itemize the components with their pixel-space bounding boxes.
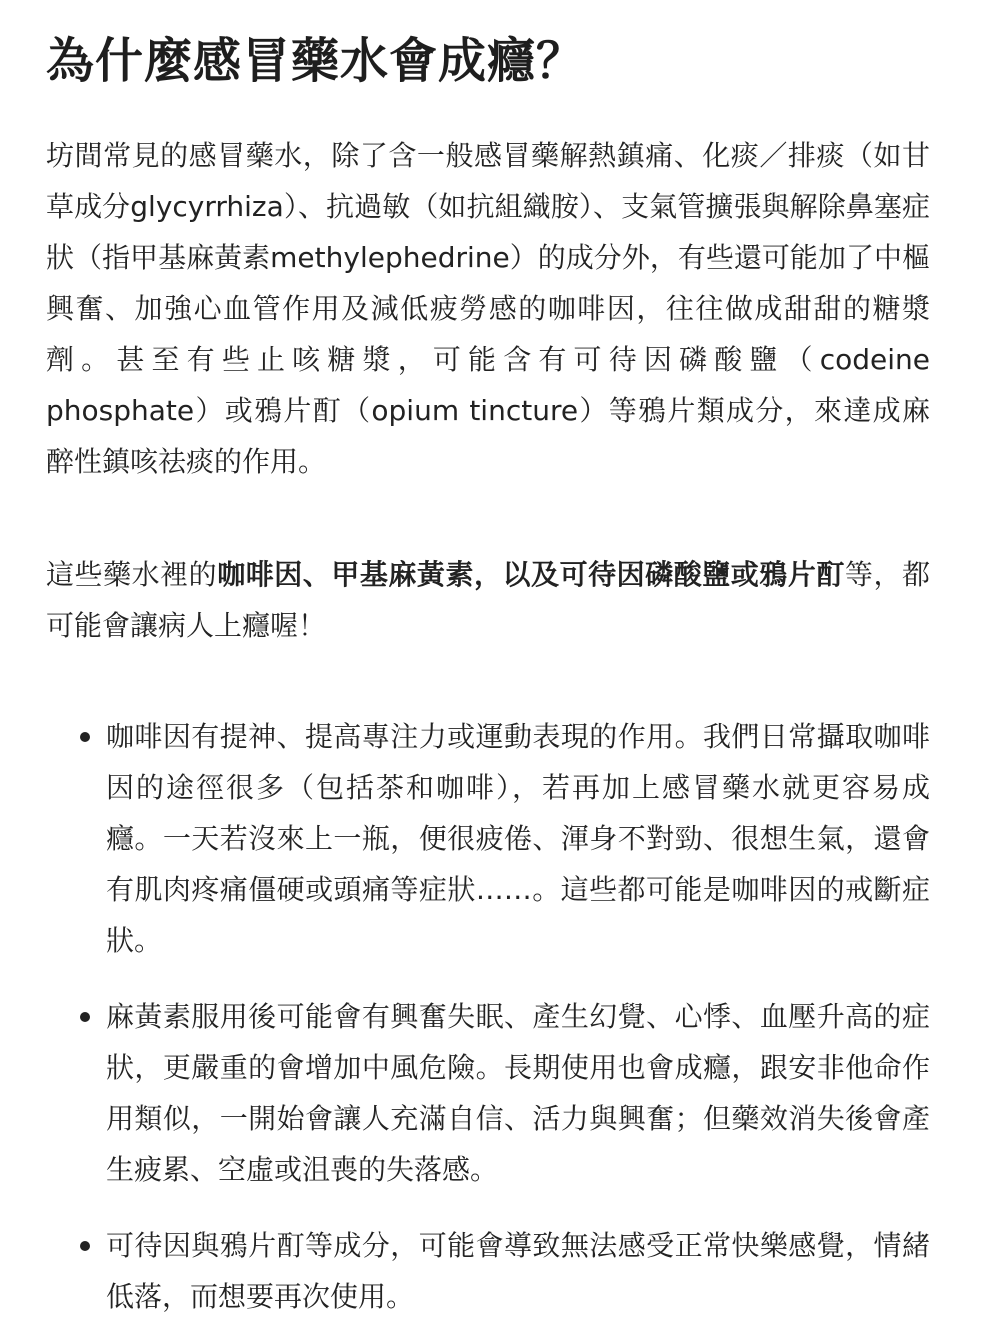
- intro-paragraph: 坊間常見的感冒藥水，除了含一般感冒藥解熱鎮痛、化痰／排痰（如甘草成分glycyrrhiza）、抗過敏（如抗組織胺）、支氣管擴張與解除鼻塞症狀（指甲基麻黃素methylephedrine）的成分外，有些還可能加了中樞興奮、加強心血管作用及減低疲勞感的咖啡因，往往做成甜甜的糖漿劑。甚至有些止咳糖漿，可能含有可待因磷酸鹽（codeine phosphate）或鴉片酊（opium tincture）等鴉片類成分，來達成麻醉性鎮咳祛痰的作用。: [46, 139, 930, 478]
- list-item-codeine: [46, 1220, 930, 1322]
- warning-bold-ingredients: 咖啡因、甲基麻黃素，以及可待因磷酸鹽或鴉片酊: [217, 558, 845, 591]
- list-item-caffeine: [46, 711, 930, 966]
- ingredient-effects-list: [46, 711, 930, 1322]
- bullet-dot-icon: [80, 1241, 90, 1251]
- list-item-text: 麻黃素服用後可能會有興奮失眠、產生幻覺、心悸、血壓升高的症狀，更嚴重的會增加中風危險。長期使用也會成癮，跟安非他命作用類似，一開始會讓人充滿自信、活力與興奮；但藥效消失後會產生疲累、空虛或沮喪的失落感。: [106, 1000, 930, 1186]
- list-item-text: 咖啡因有提神、提高專注力或運動表現的作用。我們日常攝取咖啡因的途徑很多（包括茶和咖啡），若再加上感冒藥水就更容易成癮。一天若沒來上一瓶，便很疲倦、渾身不對勁、很想生氣，還會有肌肉疼痛僵硬或頭痛等症狀……。這些都可能是咖啡因的戒斷症狀。: [106, 720, 930, 957]
- warning-paragraph: [46, 549, 930, 651]
- warning-suffix: 等，都可能會讓病人上癮喔！: [46, 558, 930, 642]
- list-item-ephedrine: [46, 991, 930, 1195]
- bullet-dot-icon: [80, 732, 90, 742]
- article: [46, 0, 930, 1322]
- bullet-dot-icon: [80, 1012, 90, 1022]
- warning-prefix: 這些藥水裡的: [46, 558, 218, 591]
- page-title: 為什麼感冒藥水會成癮？: [46, 33, 586, 89]
- list-item-text: 可待因與鴉片酊等成分，可能會導致無法感受正常快樂感覺，情緒低落，而想要再次使用。: [106, 1229, 930, 1313]
